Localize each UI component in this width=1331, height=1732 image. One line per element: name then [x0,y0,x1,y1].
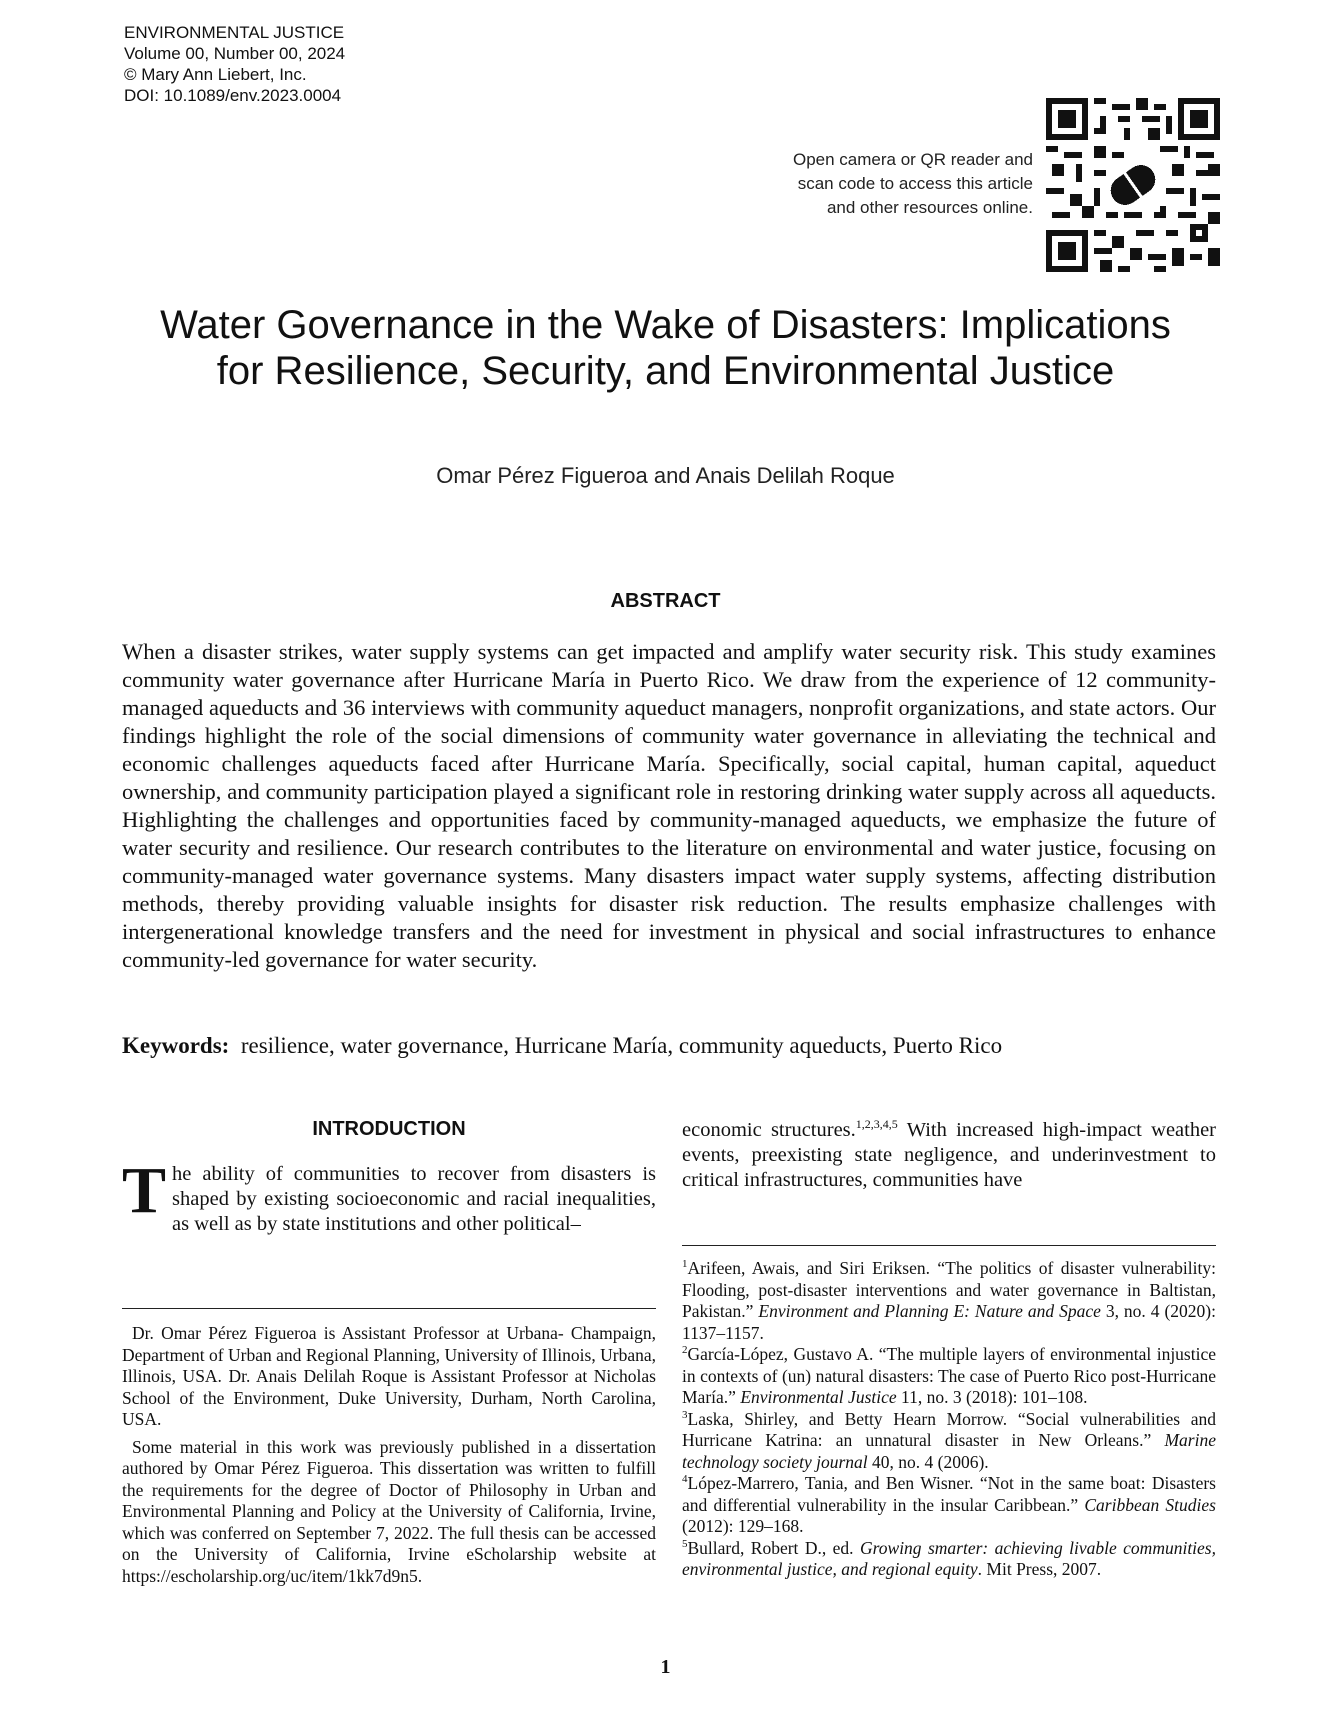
introduction-continued: economic structures.$^{1,2,3,4,5}$ With increased high-impact weather events, preexisting state negligence, and underinvestment to critical infrastructures, communities have [682,1117,1217,1191]
qr-code-icon[interactable] [1046,98,1220,272]
abstract-heading: ABSTRACT [610,590,721,612]
abstract-text: When a disaster strikes, water supply systems can get impacted and amplify water security risk. This study examines community water governance after Hurricane María in Puerto Rico. We draw from the experience of 12 community-managed aqueducts and 36 interviews with community aqueduct managers, nonprofit organizations, and state actors. Our findings highlight the role of the social dimensions of community water governance in alleviating the technical and economic challenges aqueducts faced after Hurricane María. Specifically, social capital, human capital, aqueduct ownership, and community participation played a significant role in restoring drinking water supply across all aqueducts. Highlighting the challenges and opportunities faced by community-managed aqueducts, we emphasize the future of water security and resilience. Our research contributes to the literature on environmental and water justice, focusing on community-managed water governance systems. Many disasters impact water supply systems, affecting distribution methods, thereby providing valuable insights for disaster risk reduction. The results emphasize challenges with intergenerational knowledge transfers and the need for investment in physical and social infrastructures to enhance community-led governance for water security. [122,639,1216,972]
affiliation-paragraph: Dr. Omar Pérez Figueroa is Assistant Professor at Urbana- Champaign, Department of Urban and Regional Planning, University of Illinois, Urbana, Illinois, USA. Dr. Anais Delilah Roque is Assistant Professor at Nicholas School of the Environment, Duke University, Durham, North Carolina, USA. [122,1323,656,1429]
keywords [122,1033,1216,1059]
journal-publisher: © Mary Ann Liebert, Inc. [124,65,307,84]
dissertation-note: Some material in this work was previously published in a dissertation authored by Omar Pérez Figueroa. This dissertation was written to fulfill the requirements for the degree of Doctor of Philosophy in Urban and Environmental Planning and Policy at the University of California, Irvine, which was conferred on September 7, 2022. The full thesis can be accessed on the University of California, Irvine eScholarship website at https://escholarship.org/uc/item/1kk7d9n5. [122,1436,656,1586]
reference-markers[interactable]: 1,2,3,4,5 [855,1117,898,1132]
introduction-heading: INTRODUCTION [312,1118,466,1140]
qr-instructions: Open camera or QR reader and scan code to access this article and other resources online. [792,150,1033,217]
footnote: $^5$Bullard, Robert D., ed. Growing smarter: achieving livable communities, environmental justice, and regional equity. Mit Press, 2007. [682,1537,1216,1579]
footnote: $^2$García-López, Gustavo A. “The multiple layers of environmental injustice in contexts of (un) natural disasters: The case of Puerto Rico post-Hurricane María.” Environmental Justice 11, no. 3 (2018): 101–108. [682,1344,1216,1407]
footnote: $^4$López-Marrero, Tania, and Ben Wisner. “Not in the same boat: Disasters and differential vulnerability in the insular Caribbean.” Caribbean Studies (2012): 129–168. [682,1473,1216,1536]
article-authors: Omar Pérez Figueroa and Anais Delilah Roque [436,463,895,488]
journal-volume: Volume 00, Number 00, 2024 [124,44,346,63]
footnote: $^3$Laska, Shirley, and Betty Hearn Morrow. “Social vulnerabilities and Hurricane Katrina: an unnatural disaster in New Orleans.” Marine technology society journal 40, no. 4 (2006). [682,1408,1216,1472]
drop-cap: T [122,1154,167,1227]
page-number: 1 [660,1656,671,1678]
introduction-text: The ability of communities to recover from disasters is shaped by existing socioeconomic and racial inequalities, as well as by state institutions and other political– [122,1154,656,1235]
journal-name: ENVIRONMENTAL JUSTICE [124,23,345,42]
footnote: $^1$Arifeen, Awais, and Siri Eriksen. “The politics of disaster vulnerability: Flooding, post-disaster interventions and water governance in Baltistan, Pakistan.” Environment and Planning E: Nature and Space 3, no. 4 (2020): 1137–1157. [682,1258,1216,1343]
right-column [682,1118,1216,1193]
left-column [122,1118,656,1237]
footnotes [682,1245,1216,1581]
keywords-list: resilience, water governance, Hurricane María, community aqueducts, Puerto Rico [240,1033,1003,1058]
author-affiliation-note [122,1308,656,1587]
article-title: Water Governance in the Wake of Disasters: Implications for Resilience, Security, and Environmental Justice [160,303,1171,393]
journal-header [124,22,345,106]
keywords-label: Keywords: [122,1033,230,1058]
journal-doi[interactable]: DOI: 10.1089/env.2023.0004 [124,86,342,105]
